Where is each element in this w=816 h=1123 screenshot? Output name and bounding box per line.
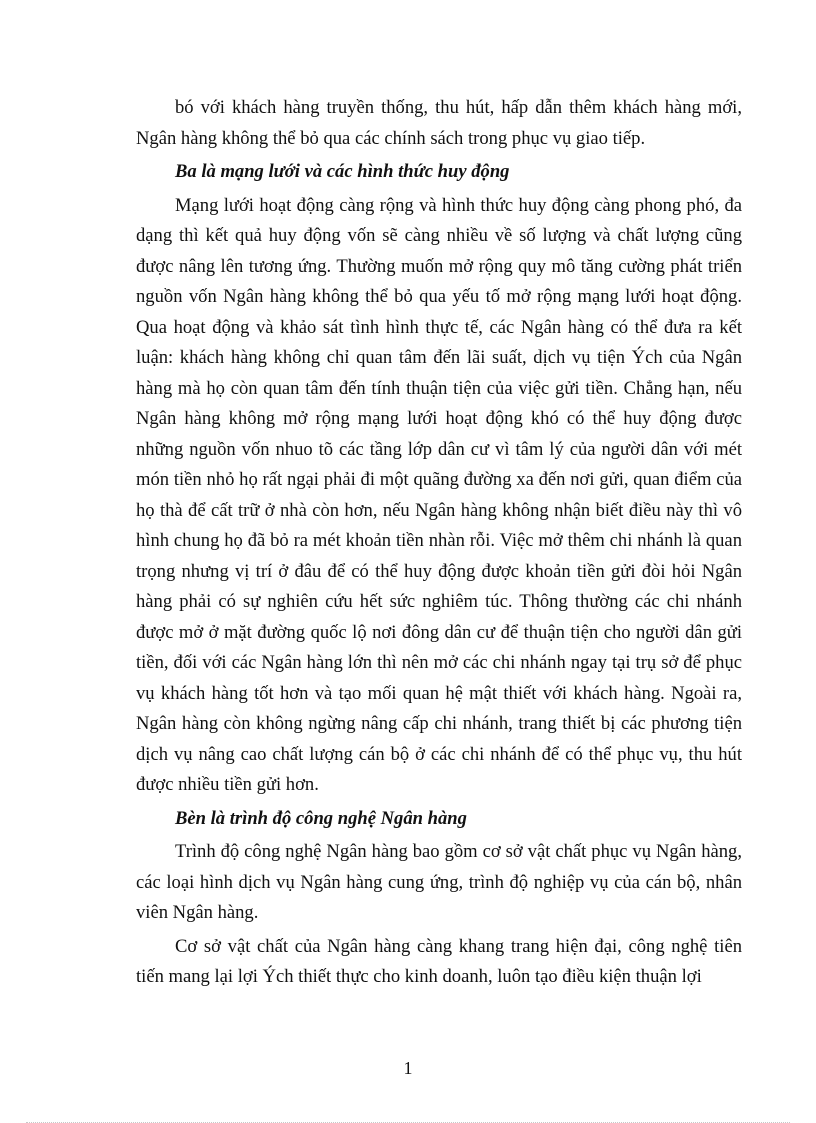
- section-heading-technology: Bèn là trình độ công nghệ Ngân hàng: [175, 807, 467, 829]
- paragraph-facilities: Cơ sở vật chất của Ngân hàng càng khang trang hiện đại, công nghệ tiên tiến mang lại lợi Ých thiết thực cho kinh doanh, luôn tạo điều kiện thuận lợi: [136, 935, 742, 987]
- page-number: 1: [403, 1058, 413, 1078]
- paragraph-network: Mạng lưới hoạt động càng rộng và hình thức huy động càng phong phó, đa dạng thì kết quả huy động vốn sẽ càng nhiều về số lượng và chất lượng cũng được nâng lên tương ứng. Thường muốn mở rộng quy mô tăng cường phát triển nguồn vốn Ngân hàng không thể bỏ qua yếu tố mở rộng mạng lưới hoạt động. Qua hoạt động và khảo sát tình hình thực tế, các Ngân hàng có thể đưa ra kết luận: khách hàng không chỉ quan tâm đến lãi suất, dịch vụ tiện Ých của Ngân hàng mà họ còn quan tâm đến tính thuận tiện của việc gửi tiền. Chẳng hạn, nếu Ngân hàng không mở rộng mạng lưới hoạt động khó có thể huy động được những nguồn vốn nhuo tõ các tầng lớp dân cư vì tâm lý của người dân với mét món tiền nhỏ họ rất ngại phải đi một quãng đường xa đến nơi gửi, quan điểm của họ thà để cất trữ ở nhà còn hơn, nếu Ngân hàng không nhận biết điều này thì vô hình chung họ đã bỏ ra mét khoản tiền nhàn rỗi. Việc mở thêm chi nhánh là quan trọng nhưng vị trí ở đâu để có thể huy động được khoản tiền gửi đòi hỏi Ngân hàng phải có sự nghiên cứu hết sức nghiêm túc. Thông thường các chi nhánh được mở ở mặt đường quốc lộ nơi đông dân cư để thuận tiện cho người dân gửi tiền, đối với các Ngân hàng lớn thì nên mở các chi nhánh ngay tại trụ sở để phục vụ khách hàng tốt hơn và tạo mối quan hệ mật thiết với khách hàng. Ngoài ra, Ngân hàng còn không ngừng nâng cấp chi nhánh, trang thiết bị các phương tiện dịch vụ nâng cao chất lượng cán bộ ở các chi nhánh để có thể phục vụ, thu hút được nhiều tiền gửi hơn.: [136, 194, 742, 795]
- paragraph-continuation: bó với khách hàng truyền thống, thu hút, hấp dẫn thêm khách hàng mới, Ngân hàng không thể bỏ qua các chính sách trong phục vụ giao tiếp.: [136, 97, 742, 149]
- section-heading-network: Ba là mạng lưới và các hình thức huy động: [175, 161, 510, 182]
- document-body: [136, 93, 742, 993]
- paragraph-technology-level: Trình độ công nghệ Ngân hàng bao gồm cơ sở vật chất phục vụ Ngân hàng, các loại hình dịch vụ Ngân hàng cung ứng, trình độ nghiệp vụ của cán bộ, nhân viên Ngân hàng.: [136, 841, 742, 923]
